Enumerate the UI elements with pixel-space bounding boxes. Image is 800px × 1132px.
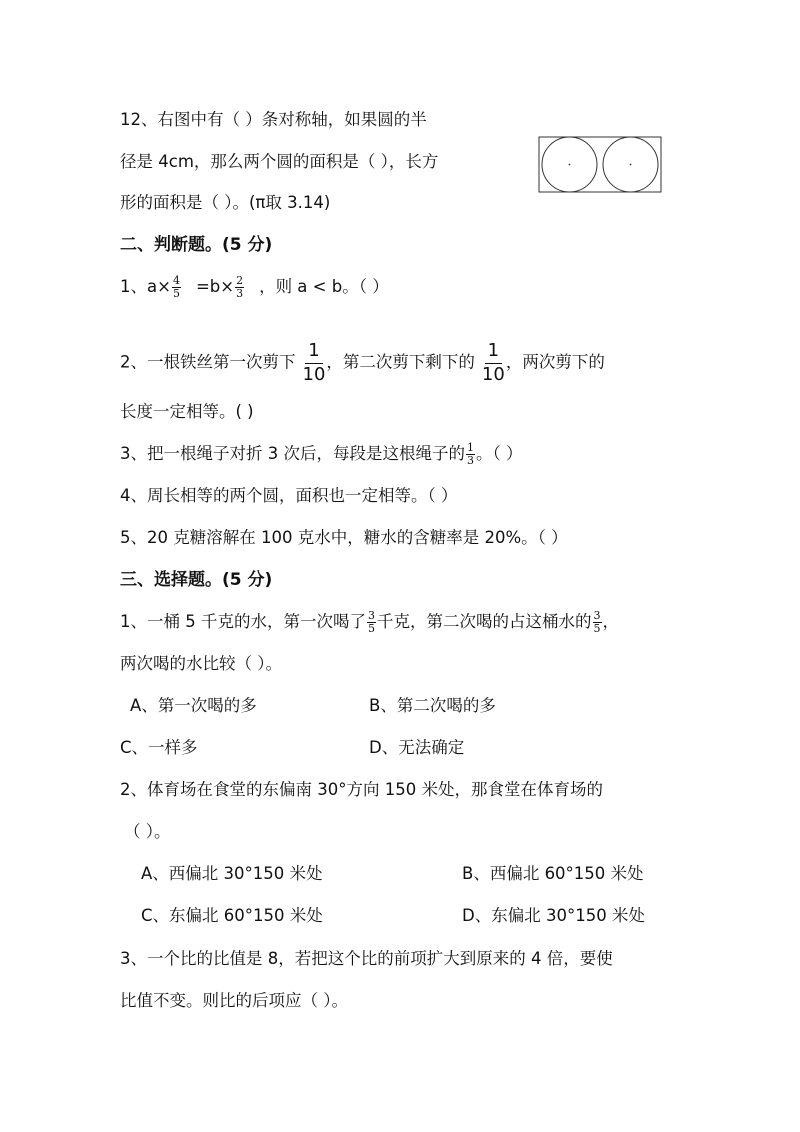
choice-q1-option-a: A、第一次喝的多 [130, 696, 257, 715]
fraction-4-5: $\frac{4}{5}$ [172, 274, 180, 300]
judge-q3: 3、把一根绳子对折 3 次后，每段是这根绳子的 $\frac{1}{3}$ 。（ ） [120, 441, 523, 467]
choice-q1-option-c: C、一样多 [120, 738, 198, 757]
left-center-dot [569, 164, 571, 166]
judge-section-heading: 二、判断题。(5 分) [120, 235, 273, 255]
judge-q2-cont: 长度一定相等。( ) [120, 402, 254, 421]
judge-q4: 4、周长相等的两个圆，面积也一定相等。（ ） [120, 486, 458, 505]
fraction-1-3: $\frac{1}{3}$ [467, 441, 474, 467]
fraction-3-5-b: $\frac{3}{5}$ [593, 609, 601, 635]
choice-q1-cont: 两次喝的水比较（ ）。 [120, 654, 282, 673]
q12-line1: 12、右图中有（ ）条对称轴，如果圆的半 [120, 110, 427, 129]
choice-q2-option-c: C、东偏北 60°150 米处 [141, 906, 323, 925]
rectangle [539, 137, 661, 192]
judge-q2: 2、一根铁丝第一次剪下 $\frac{1}{10}$ ，第二次剪下剩下的 $\frac{1}{10}$ ，两次剪下的 [120, 340, 605, 385]
q12-line3: 形的面积是（ ）。(π取 3.14) [120, 193, 331, 212]
choice-q1-option-d: D、无法确定 [369, 738, 465, 757]
fraction-1-10-b: $\frac{1}{10}$ [481, 340, 505, 385]
judge-q1-mid: =b× [195, 277, 235, 296]
judge-q1-pre: 1、a× [120, 277, 171, 296]
fraction-2-3: $\frac{2}{3}$ [236, 274, 244, 300]
choice-q3-cont: 比值不变。则比的后项应（ ）。 [120, 991, 348, 1010]
fraction-1-10-a: $\frac{1}{10}$ [302, 340, 326, 385]
choice-q3: 3、一个比的比值是 8，若把这个比的前项扩大到原来的 4 倍，要使 [120, 949, 613, 968]
choice-q2-option-b: B、西偏北 60°150 米处 [462, 864, 644, 883]
choice-q1-option-b: B、第二次喝的多 [369, 696, 496, 715]
q12-line2: 径是 4cm，那么两个圆的面积是（ ），长方 [120, 152, 439, 171]
right-center-dot [630, 164, 632, 166]
choice-q2: 2、体育场在食堂的东偏南 30°方向 150 米处，那食堂在体育场的 [120, 780, 603, 799]
choice-q2-option-d: D、东偏北 30°150 米处 [462, 906, 645, 925]
choice-q2-option-a: A、西偏北 30°150 米处 [141, 864, 323, 883]
two-circles-in-rectangle-figure [538, 136, 664, 194]
judge-q1-post: ，则 a < b。（ ） [259, 277, 389, 296]
judge-q5: 5、20 克糖溶解在 100 克水中，糖水的含糖率是 20%。（ ） [120, 528, 568, 547]
judge-q1 [120, 275, 389, 300]
choice-section-heading: 三、选择题。(5 分) [120, 570, 273, 590]
choice-q2-cont: （ ）。 [124, 822, 171, 841]
choice-q1: 1、一桶 5 千克的水，第一次喝了 $\frac{3}{5}$ 千克，第二次喝的占这桶水的 $\frac{3}{5}$ ， [120, 609, 619, 635]
fraction-3-5-a: $\frac{3}{5}$ [368, 609, 375, 635]
